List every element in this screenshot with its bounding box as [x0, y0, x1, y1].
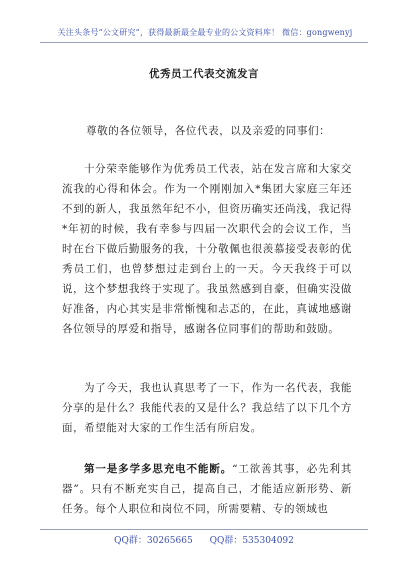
footer [0, 533, 408, 546]
paragraph-3-lead-heading: 第一是多学多思充电不能断。 [84, 463, 233, 475]
header-divider [40, 42, 368, 43]
footer-qq-group-1: QQ群：30265665 [114, 536, 193, 546]
body-paragraph-2: 为了今天，我也认真思考了一下，作为一名代表，我能分享的是什么？我能代表的又是什么？我总结了以下几个方面，希望能对大家的工作生活有所启发。 [62, 382, 352, 434]
greeting-paragraph: 尊敬的各位领导，各位代表，以及亲爱的同事们： [86, 125, 331, 137]
footer-qq-group-2: QQ群：535304092 [209, 536, 294, 546]
body-paragraph-3 [62, 459, 352, 519]
paragraph-3-body: “工欲善其事，必先利其器”。只有不断充实自己，提高自己，才能适应新形势、新任务。每个人职位和岗位不同，所需要精、专的领域也 [62, 463, 352, 515]
footer-divider [40, 529, 368, 530]
document-title: 优秀员工代表交流发言 [149, 68, 259, 80]
header-banner: 关注头条号“公文研究”，获得最新最全最专业的公文资料库！ 微信：gongwenyj [57, 28, 353, 37]
body-paragraph-1: 十分荣幸能够作为优秀员工代表，站在发言席和大家交流我的心得和体会。作为一个刚刚加入*集团大家庭三年还不到的新人，我虽然年纪不小，但资历确实还尚浅，我记得*年初的时候，我有幸参与四届一次职代会的会议工作，当时在台下做后勤服务的我，十分敬佩也很羡慕接受表彰的优秀员工们，也曾梦想过走到台上的一天。今天我终于可以说，这个梦想我终于实现了。我虽然感到自豪，但确实没做好准备，内心其实是非常惭愧和忐忑的，在此，真诚地感谢各位领导的厚爱和指导，感谢各位同事们的帮助和鼓励。 [62, 163, 352, 335]
